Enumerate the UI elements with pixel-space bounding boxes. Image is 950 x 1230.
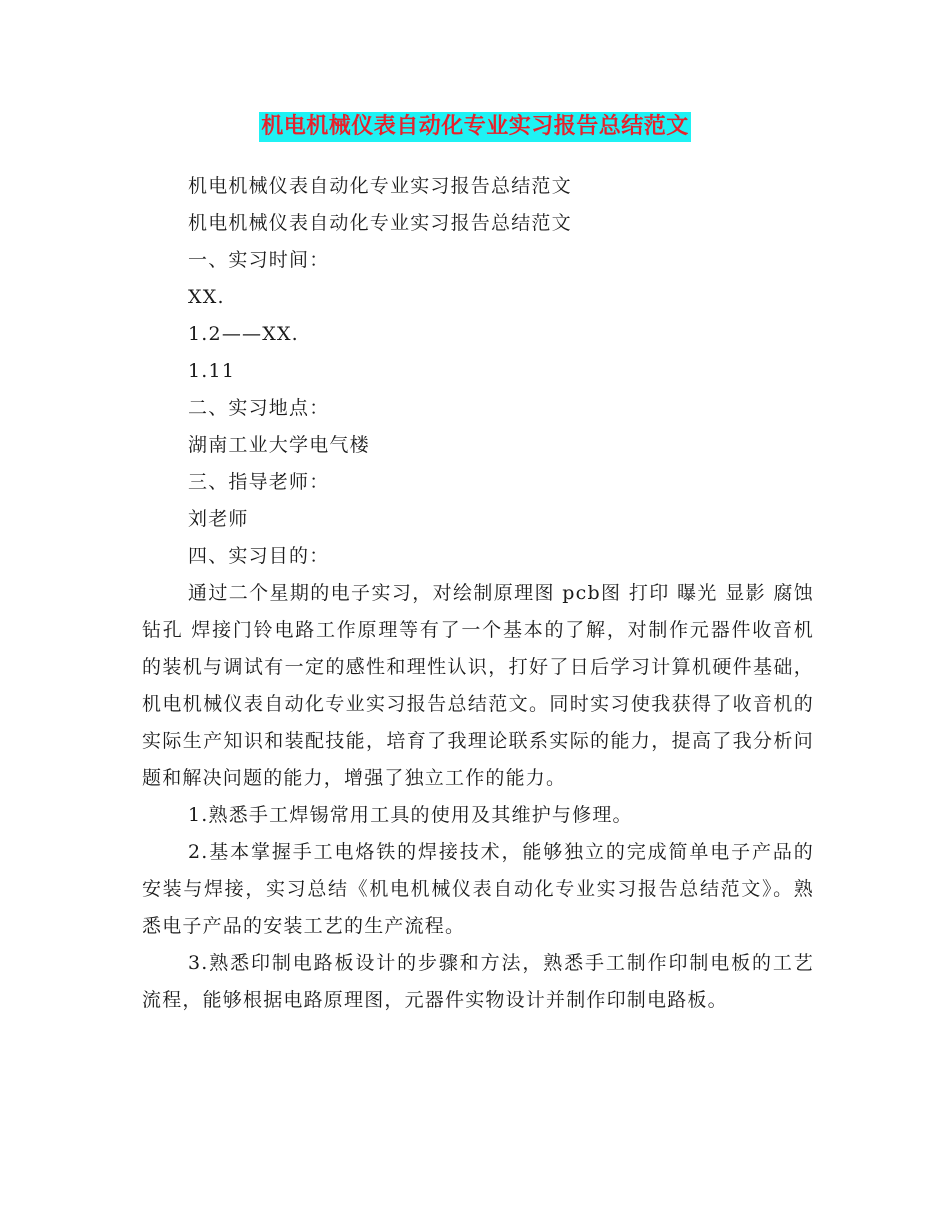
location-line: 湖南工业大学电气楼 [188, 434, 370, 456]
document-title: 机电机械仪表自动化专业实习报告总结范文 [259, 112, 691, 142]
teacher-line: 刘老师 [188, 508, 249, 530]
time-line: 1.11 [188, 360, 236, 382]
list-item-3: 3.熟悉印制电路板设计的步骤和方法，熟悉手工制作印制电板的工艺流程，能够根据电路原理图，元器件实物设计并制作印制电路板。 [142, 952, 814, 1011]
section-heading-purpose: 四、实习目的： [188, 545, 330, 567]
section-heading-time: 一、实习时间： [188, 249, 330, 271]
section-heading-teacher: 三、指导老师： [188, 471, 330, 493]
list-item-1: 1.熟悉手工焊锡常用工具的使用及其维护与修理。 [188, 804, 633, 826]
time-line: XX. [188, 286, 225, 308]
list-item-2: 2.基本掌握手工电烙铁的焊接技术，能够独立的完成简单电子产品的安装与焊接，实习总结《机电机械仪表自动化专业实习报告总结范文》。熟悉电子产品的安装工艺的生产流程。 [142, 841, 814, 937]
title-wrap [0, 112, 950, 142]
subtitle-line: 机电机械仪表自动化专业实习报告总结范文 [188, 175, 572, 197]
purpose-paragraph: 通过二个星期的电子实习，对绘制原理图 pcb图 打印 曝光 显影 腐蚀 钻孔 焊接门铃电路工作原理等有了一个基本的了解，对制作元器件收音机的装机与调试有一定的感性和理性认识，打好了日后学习计算机硬件基础，机电机械仪表自动化专业实习报告总结范文。同时实习使我获得了收音机的实际生产知识和装配技能，培育了我理论联系实际的能力，提高了我分析问题和解决问题的能力，增强了独立工作的能力。 [142, 582, 814, 789]
time-line: 1.2——XX. [188, 323, 299, 345]
document-body [142, 168, 814, 1019]
section-heading-location: 二、实习地点： [188, 397, 330, 419]
subtitle-line: 机电机械仪表自动化专业实习报告总结范文 [188, 212, 572, 234]
